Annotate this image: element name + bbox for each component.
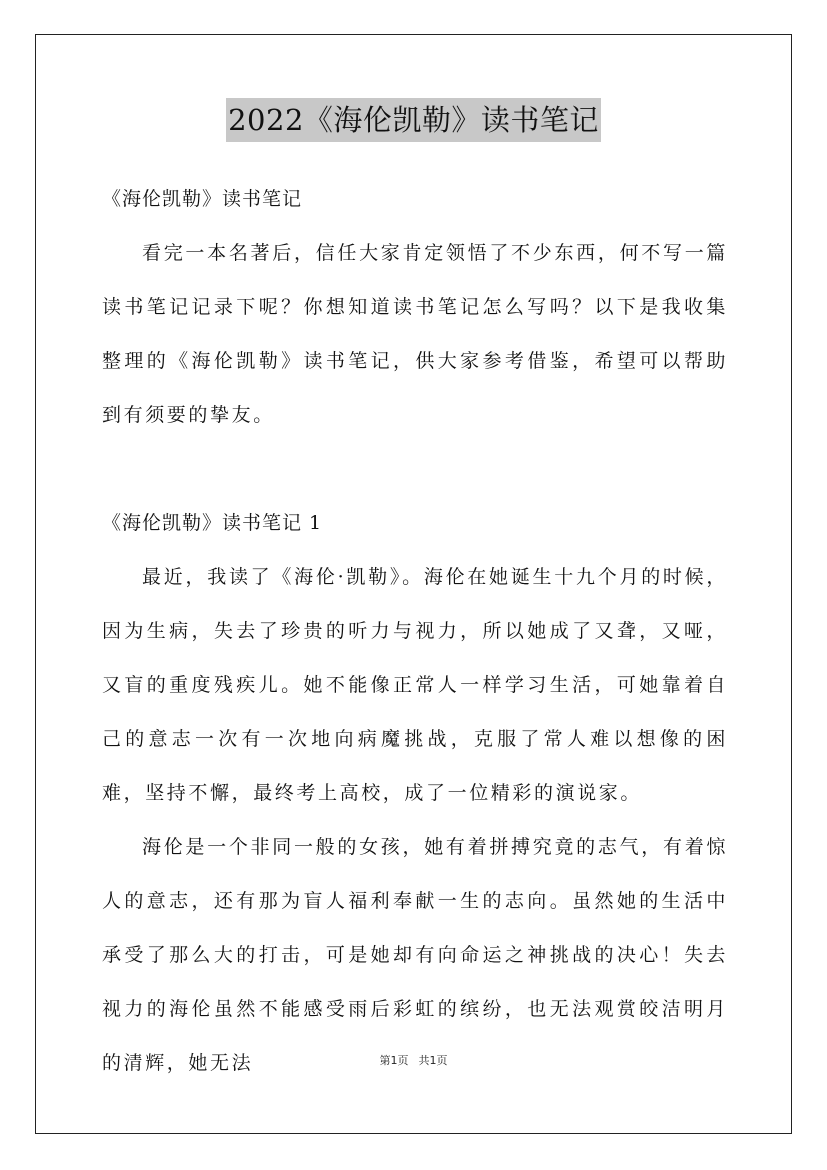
body-paragraph: 海伦是一个非同一般的女孩，她有着拼搏究竟的志气，有着惊人的意志，还有那为盲人福利奉献一生的志向。虽然她的生活中承受了那么大的打击，可是她却有向命运之神挑战的决心！失去视力的海伦虽然不能感受雨后彩虹的缤纷，也无法观赏皎洁明月的清辉，她无法 [102,836,728,1074]
section-heading-1: 《海伦凯勒》读书笔记 1 [102,512,323,534]
page-footer [0,1052,827,1068]
document-title: 2022《海伦凯勒》读书笔记 [226,98,601,142]
blank-line [102,442,728,496]
page-number: 第1页 [379,1054,409,1067]
page-total: 共1页 [418,1054,448,1067]
body-paragraph: 最近，我读了《海伦·凯勒》。海伦在她诞生十九个月的时候，因为生病，失去了珍贵的听力与视力，所以她成了又聋，又哑，又盲的重度残疾儿。她不能像正常人一样学习生活，可她靠着自己的意志一次有一次地向病魔挑战，克服了常人难以想像的困难，坚持不懈，最终考上高校，成了一位精彩的演说家。 [102,566,728,804]
document-body [102,172,728,1090]
intro-paragraph: 看完一本名著后，信任大家肯定领悟了不少东西，何不写一篇读书笔记记录下呢？你想知道读书笔记怎么写吗？以下是我收集整理的《海伦凯勒》读书笔记，供大家参考借鉴，希望可以帮助到有须要的挚友。 [102,242,728,426]
title-container [0,98,827,142]
section-heading-intro: 《海伦凯勒》读书笔记 [102,188,303,210]
